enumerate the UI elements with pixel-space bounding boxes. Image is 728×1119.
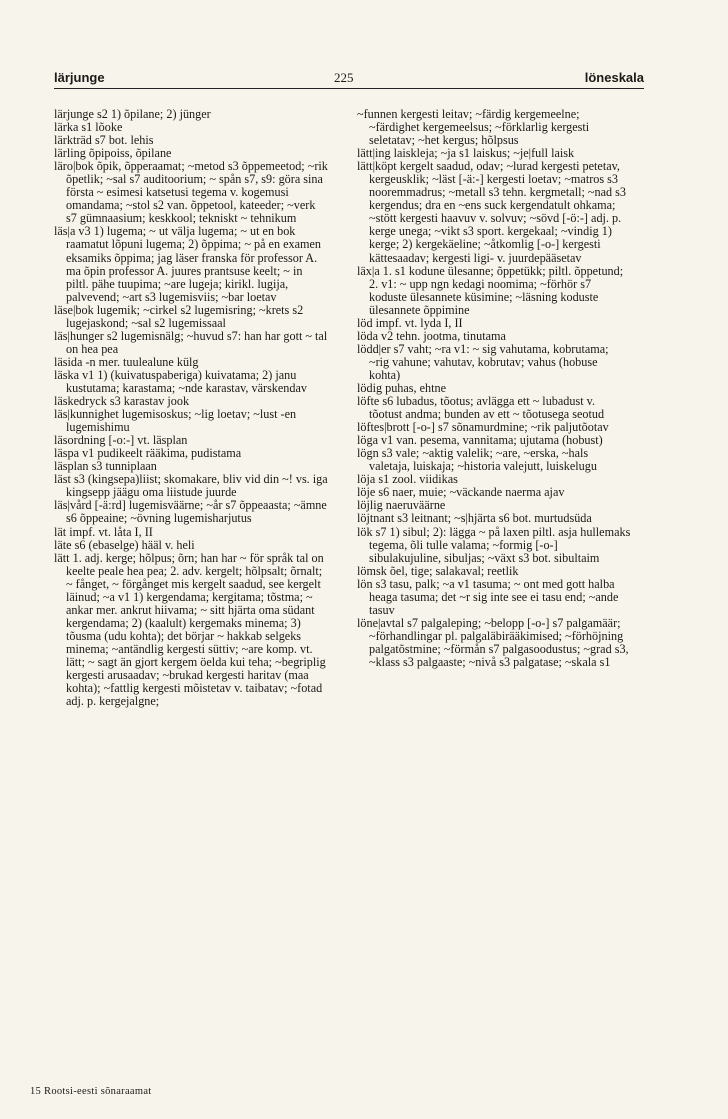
page-number: 225 <box>334 70 354 85</box>
dictionary-entry: läs|hunger s2 lugemisnälg; ~huvud s7: han har gott ~ tal on hea pea <box>54 328 328 356</box>
dictionary-entry: läte s6 (ebaselge) hääl v. heli <box>54 537 195 552</box>
dictionary-entry: lärjunge s2 1) õpilane; 2) jünger <box>54 107 211 121</box>
dictionary-entry: läsplan s3 tunniplaan <box>54 459 157 474</box>
dictionary-entry: lätt|köpt kergelt saadud, odav; ~lurad kergesti petetav, kergeusklik; ~läst [-ä:-] kergesti loetav; ~matros s3 nooremmadrus; ~metall s3 tehn. kergmetall; ~nad s3 kergendus; dra en ~ens suck kergendatult ohkama; ~stött kergesti haavuv v. solvuv; ~sövd [-ö:-] adj. p. kerge unega; ~vikt s3 sport. kergekaal; ~vindig 1) kerge; 2) kergekäeline; ~åtkomlig [-o-] kergesti kättesaadav; kergesti ligi- v. juurdepääsetav <box>357 159 626 265</box>
dictionary-entry: löd impf. vt. lyda I, II <box>357 315 463 330</box>
dictionary-entry: läst s3 (kingsepa)liist; skomakare, bliv vid din ~! vs. iga kingsepp jäägu oma liistude juurde <box>54 472 328 500</box>
dictionary-entry: läsordning [-o:-] vt. läsplan <box>54 433 188 448</box>
right-guide-word: löneskala <box>584 70 644 85</box>
dictionary-entry: lömsk õel, tige; salakaval; reetlik <box>357 563 519 578</box>
dictionary-entry: läsida -n mer. tuulealune külg <box>54 354 199 369</box>
header-rule <box>54 88 644 89</box>
dictionary-entry: lödig puhas, ehtne <box>357 380 447 395</box>
dictionary-entry: lödd|er s7 vaht; ~ra v1: ~ sig vahutama, kobrutama; ~rig vahune; vahutav, kobrutav; vahus (hobuse kohta) <box>357 341 609 382</box>
dictionary-entry: läs|a v3 1) lugema; ~ ut välja lugema; ~ ut en bok raamatut lõpuni lugema; 2) õppima; ~ på en examen eksamiks õppima; jag läser franska för professor A. ma õpin professor A. juures prantsuse keelt; ~ in piltl. pähe tuupima; ~are lugeja; kirikl. lugija, palvevend; ~art s3 lugemisviis; ~bar loetav <box>54 224 322 304</box>
dictionary-entry: löftes|brott [-o-] s7 sõnamurdmine; ~rik paljutõotav <box>357 420 609 435</box>
dictionary-column-right <box>357 108 631 669</box>
dictionary-entry: läska v1 1) (kuivatuspaberiga) kuivatama; 2) janu kustutama; karastama; ~nde karastav, värskendav <box>54 367 307 395</box>
dictionary-entry: lök s7 1) sibul; 2): lägga ~ på laxen piltl. asja hullemaks tegema, õli tulle valama; ~formig [-o-] sibulakujuline, sibuljas; ~växt s3 bot. sibultaim <box>357 524 631 565</box>
dictionary-entry: ~funnen kergesti leitav; ~färdig kergemeelne; ~färdighet kergemeelsus; ~förklarlig kergesti seletatav; ~het kergus; hõlpsus <box>357 107 590 148</box>
dictionary-entry: löga v1 van. pesema, vannitama; ujutama (hobust) <box>357 433 603 448</box>
dictionary-entry: lät impf. vt. låta I, II <box>54 524 153 539</box>
page-footer: 15 Rootsi-eesti sõnaraamat <box>30 1086 152 1097</box>
dictionary-entry: löjlig naeruväärne <box>357 498 446 513</box>
dictionary-entry: löja s1 zool. viidikas <box>357 472 458 487</box>
dictionary-column-left <box>54 108 328 708</box>
dictionary-entry: löne|avtal s7 palgaleping; ~belopp [-o-] s7 palgamäär; ~förhandlingar pl. palgaläbirääkimised; ~förhöjning palgatõstmine; ~förmån s7 palgasoodustus; ~grad s3, ~klass s3 palgaaste; ~nivå s3 palgatase; ~skala s1 <box>357 615 629 669</box>
dictionary-entry: läspa v1 pudikeelt rääkima, pudistama <box>54 446 242 461</box>
dictionary-entry: lärka s1 lõoke <box>54 120 123 135</box>
dictionary-entry: löjtnant s3 leitnant; ~s|hjärta s6 bot. murtudsüda <box>357 511 592 526</box>
dictionary-entry: läskedryck s3 karastav jook <box>54 394 190 409</box>
dictionary-entry: löfte s6 lubadus, tõotus; avlägga ett ~ lubadust v. tõotust andma; bunden av ett ~ tõotusega seotud <box>357 394 605 422</box>
page-header <box>54 70 644 90</box>
dictionary-entry: lärkträd s7 bot. lehis <box>54 133 154 148</box>
dictionary-entry: löda v2 tehn. jootma, tinutama <box>357 328 506 343</box>
dictionary-entry: löje s6 naer, muie; ~väckande naerma ajav <box>357 485 565 500</box>
dictionary-entry: läx|a 1. s1 kodune ülesanne; õppetükk; piltl. õppetund; 2. v1: ~ upp ngn kedagi noomima; ~förhör s7 koduste ülesannete küsimine; ~läsning koduste ülesannete õppimine <box>357 263 624 317</box>
dictionary-entry: lön s3 tasu, palk; ~a v1 tasuma; ~ ont med gott halba heaga tasuma; det ~r sig inte see ei tasu end; ~ande tasuv <box>357 576 619 617</box>
dictionary-entry: lögn s3 vale; ~aktig valelik; ~are, ~erska, ~hals valetaja, luiskaja; ~historia valejutt, luiskelugu <box>357 446 597 474</box>
dictionary-entry: lätt 1. adj. kerge; hõlpus; õrn; han har ~ för språk tal on keelte peale hea pea; 2. adv. kergelt; hõlpsalt; õrnalt; ~ fånget, ~ förgånget mis kergelt saadud, see kergelt läinud; ~a v1 1) kergendama; kergitama; tõstma; ~ ankar mer. ankrut hiivama; ~ sitt hjärta oma südant kergendama; 2) (kaalult) kergemaks minema; 3) tõusma (udu kohta); det börjar ~ hakkab selgeks minema; ~antändlig kergesti süttiv; ~are komp. vt. lätt; ~ sagt än gjort kergem öelda kui teha; ~begriplig kergesti arusaadav; ~brukad kergesti haritav (maa kohta); ~fattlig kergesti mõistetav v. taibatav; ~fotad adj. p. kergejalgne; <box>54 550 326 709</box>
dictionary-entry: lätt|ing laiskleja; ~ja s1 laiskus; ~je|full laisk <box>357 146 575 161</box>
left-guide-word: lärjunge <box>54 70 105 85</box>
dictionary-entry: läs|kunnighet lugemisoskus; ~lig loetav; ~lust -en lugemishimu <box>54 407 297 435</box>
dictionary-entry: lärling õpipoiss, õpilane <box>54 146 172 161</box>
dictionary-entry: läse|bok lugemik; ~cirkel s2 lugemisring; ~krets s2 lugejaskond; ~sal s2 lugemissaal <box>54 302 304 330</box>
dictionary-entry: läro|bok õpik, õpperaamat; ~metod s3 õppemeetod; ~rik õpetlik; ~sal s7 auditoorium; ~ spån s7, s9: göra sina första ~ esimesi katsetusi tegema v. kogemusi omandama; ~stol s2 van. õppetool, kateeder; ~verk s7 gümnaasium; keskkool; tekniskt ~ tehnikum <box>54 159 328 226</box>
dictionary-entry: läs|vård [-ä:rd] lugemisväärne; ~år s7 õppeaasta; ~ämne s6 õppeaine; ~övning lugemisharjutus <box>54 498 327 526</box>
